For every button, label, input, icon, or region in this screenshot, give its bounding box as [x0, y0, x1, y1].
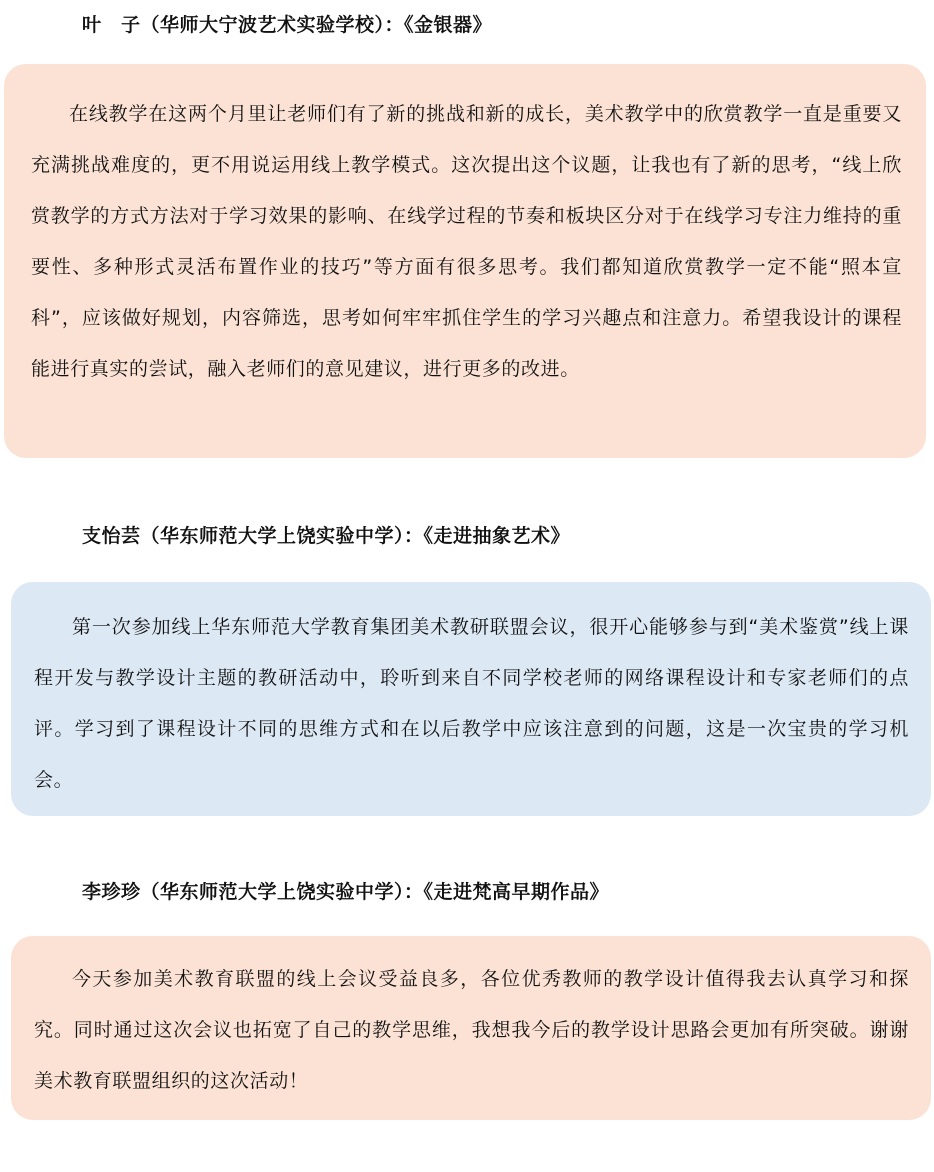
section-3-heading: 李珍珍（华东师范大学上饶实验中学）：《走进梵高早期作品》: [82, 881, 610, 903]
section-3-card: [11, 936, 931, 1120]
section-1-body: 在线教学在这两个月里让老师们有了新的挑战和新的成长，美术教学中的欣赏教学一直是重要又充满挑战难度的，更不用说运用线上教学模式。这次提出这个议题，让我也有了新的思考，“线上欣赏教学的方式方法对于学习效果的影响、在线学过程的节奏和板块区分对于在线学习专注力维持的重要性、多种形式灵活布置作业的技巧”等方面有很多思考。我们都知道欣赏教学一定不能“照本宣科”，应该做好规划，内容筛选，思考如何牢牢抓住学生的学习兴趣点和注意力。希望我设计的课程能进行真实的尝试，融入老师们的意见建议，进行更多的改进。: [31, 103, 902, 380]
section-3-body: 今天参加美术教育联盟的线上会议受益良多，各位优秀教师的教学设计值得我去认真学习和探究。同时通过这次会议也拓宽了自己的教学思维，我想我今后的教学设计思路会更加有所突破。谢谢美术教育联盟组织的这次活动！: [34, 968, 909, 1092]
section-1-card: [4, 64, 926, 458]
section-2-heading: 支怡芸（华东师范大学上饶实验中学）：《走进抽象艺术》: [82, 525, 571, 547]
section-2-card: [11, 582, 931, 816]
section-1-heading: 叶 子（华师大宁波艺术实验学校）：《金银器》: [82, 14, 493, 36]
section-2-body: 第一次参加线上华东师范大学教育集团美术教研联盟会议，很开心能够参与到“美术鉴赏”线上课程开发与教学设计主题的教研活动中，聆听到来自不同学校老师的网络课程设计和专家老师们的点评。学习到了课程设计不同的思维方式和在以后教学中应该注意到的问题，这是一次宝贵的学习机会。: [34, 616, 909, 791]
